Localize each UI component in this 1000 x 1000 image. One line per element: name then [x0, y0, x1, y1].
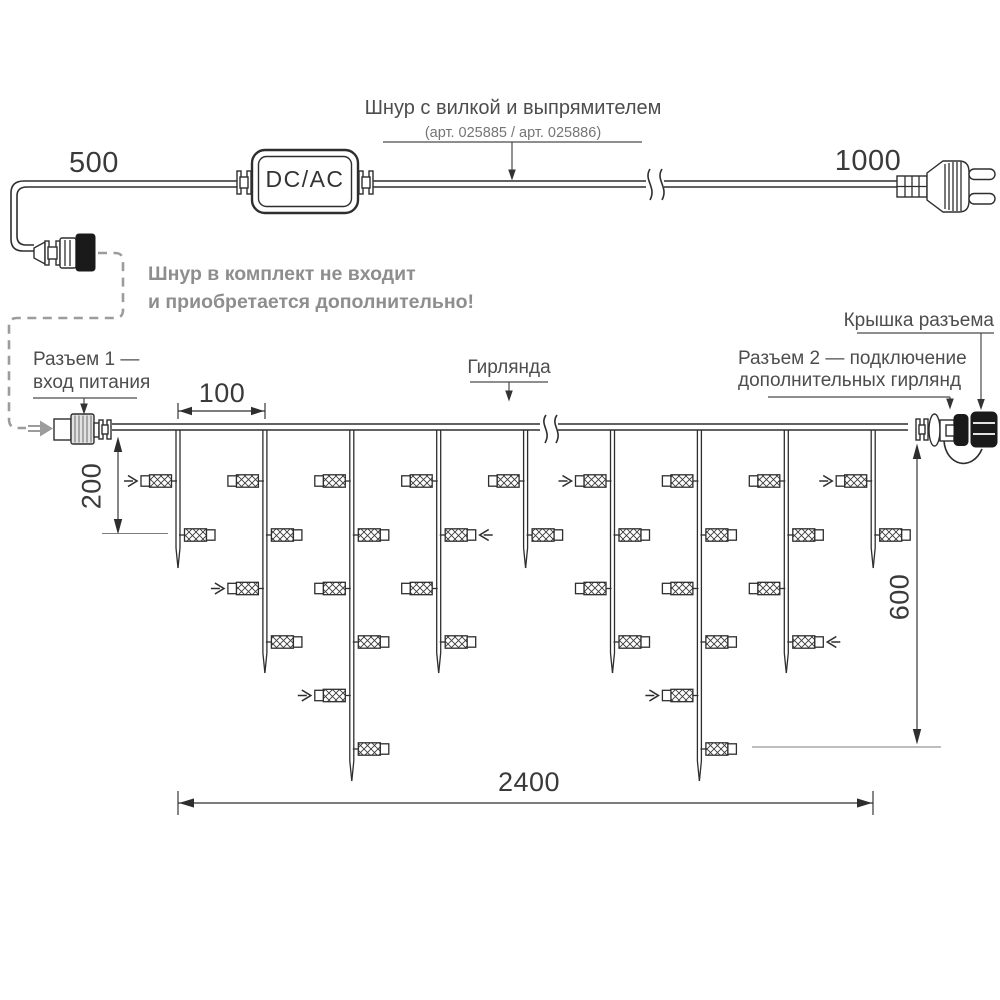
connector1-label-line2: вход питания	[33, 372, 151, 393]
lamp	[527, 529, 563, 541]
lamp	[489, 475, 525, 487]
dim-200-label: 200	[76, 462, 107, 510]
plug-prong	[969, 194, 995, 205]
lamp-arrow-icon	[827, 637, 840, 648]
lamp	[874, 529, 910, 541]
dim-1000-label: 1000	[834, 145, 902, 177]
lamp	[559, 475, 612, 487]
lamp	[662, 582, 698, 594]
lamp-arrow-icon	[819, 476, 832, 487]
drop-2	[211, 430, 302, 673]
dim-500-label: 500	[69, 147, 119, 179]
leader-cord-label	[383, 142, 642, 181]
lamp-arrow-icon	[211, 583, 224, 594]
lamp	[353, 529, 389, 541]
dim-600-label: 600	[884, 573, 915, 621]
lamp	[576, 582, 612, 594]
drop-7	[645, 430, 736, 781]
not-included-dashed-path	[9, 253, 123, 437]
garland-break-icon	[544, 415, 558, 443]
connector2-label-line2: дополнительных гирлянд	[738, 370, 962, 391]
drop-1	[124, 430, 215, 568]
lamp	[440, 636, 476, 648]
lamp-arrow-icon	[298, 690, 311, 701]
connector1-label-line1: Разъем 1 —	[33, 349, 140, 370]
lamp	[614, 529, 650, 541]
lamp	[211, 582, 264, 594]
lamp	[645, 689, 698, 701]
power-input-connector	[34, 234, 95, 271]
lamp	[179, 529, 215, 541]
connector2-label-line1: Разъем 2 — подключение	[738, 348, 967, 369]
lamp	[749, 475, 785, 487]
lamp	[228, 475, 264, 487]
drop-9	[819, 430, 910, 568]
connector1	[54, 414, 111, 444]
lamp	[353, 743, 389, 755]
note-line1: Шнур в комплект не входит	[148, 263, 416, 285]
lamp	[700, 636, 736, 648]
lamp	[315, 475, 351, 487]
lamp-arrow-icon	[124, 476, 137, 487]
lamp-arrow-icon	[559, 476, 572, 487]
lamp	[440, 529, 493, 541]
note-line2: и приобретается дополнительно!	[148, 291, 475, 313]
lamp	[662, 475, 698, 487]
drop-3	[298, 430, 389, 781]
leader-connector2-label	[768, 397, 954, 410]
dim-100-label: 100	[198, 378, 246, 408]
lamp	[402, 582, 438, 594]
cord-subtitle: (арт. 025885 / арт. 025886)	[424, 125, 602, 141]
lamp	[700, 529, 736, 541]
lamp	[749, 582, 785, 594]
power-cord-wire	[11, 181, 897, 251]
leader-connector1-label	[33, 398, 137, 415]
lamp	[402, 475, 438, 487]
cap-label: Крышка разъема	[843, 310, 994, 331]
lamp	[266, 529, 302, 541]
lamp-arrow-icon	[480, 530, 493, 541]
cord-break-icon	[648, 169, 664, 200]
lamp	[700, 743, 736, 755]
lamp	[614, 636, 650, 648]
garland-drops	[124, 430, 910, 781]
lamp	[353, 636, 389, 648]
mains-plug	[897, 161, 995, 212]
lamp	[266, 636, 302, 648]
lamp	[315, 582, 351, 594]
drop-5	[489, 430, 563, 568]
dim-2400-label: 2400	[497, 767, 561, 797]
drop-6	[559, 430, 650, 673]
dcac-label: DC/AC	[265, 166, 345, 192]
cord-title: Шнур с вилкой и выпрямителем	[364, 97, 662, 119]
leader-garland-label	[470, 382, 548, 402]
lamp	[298, 689, 351, 701]
lamp	[787, 529, 823, 541]
lamp	[124, 475, 177, 487]
plug-prong	[969, 169, 995, 180]
garland-label: Гирлянда	[467, 357, 551, 378]
lamp	[819, 475, 872, 487]
lamp	[787, 636, 840, 648]
drop-4	[402, 430, 493, 673]
garland-wire	[112, 424, 908, 430]
drop-8	[749, 430, 840, 673]
connector-cap	[971, 412, 997, 447]
dashed-arrow-icon	[40, 421, 53, 437]
lamp-arrow-icon	[645, 690, 658, 701]
